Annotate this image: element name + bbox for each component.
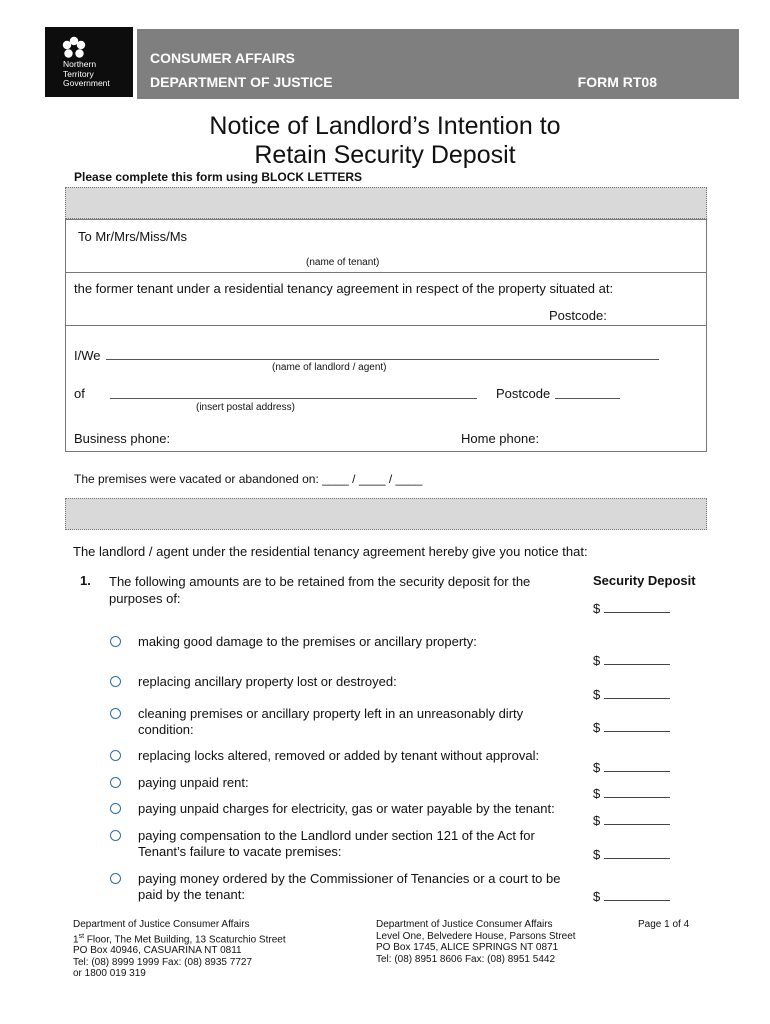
deduction-item-label: paying unpaid charges for electricity, gas or water payable by the tenant: bbox=[138, 801, 555, 816]
footer-alice-springs-office: Department of Justice Consumer Affairs Level One, Belvedere House, Parsons Street PO Box 1745, ALICE SPRINGS NT 0871 Tel: (08) 8951 8606 Fax: (08) 8951 5442 bbox=[376, 919, 576, 965]
instruction-text: Please complete this form using BLOCK LETTERS bbox=[74, 170, 363, 184]
nt-government-logo bbox=[45, 27, 133, 97]
landlord-name-field[interactable] bbox=[106, 359, 659, 360]
to-label: To Mr/Mrs/Miss/Ms bbox=[78, 229, 188, 244]
vacated-date-text[interactable]: The premises were vacated or abandoned on: ____ / ____ / ____ bbox=[74, 472, 423, 486]
former-tenant-text: the former tenant under a residential tenancy agreement in respect of the property situated at: bbox=[74, 281, 614, 296]
landlord-name-caption: (name of landlord / agent) bbox=[272, 362, 387, 373]
deduction-amount-field[interactable]: $ bbox=[593, 888, 670, 904]
item-radio[interactable] bbox=[110, 636, 121, 647]
deduction-item-label: paying unpaid rent: bbox=[138, 775, 249, 790]
postal-address-field[interactable] bbox=[110, 398, 477, 399]
deduction-amount-field[interactable]: $ bbox=[593, 652, 670, 668]
section1-text: The following amounts are to be retained from the security deposit for the purposes of: bbox=[109, 574, 531, 606]
deduction-item-label: replacing ancillary property lost or destroyed: bbox=[138, 674, 397, 689]
of-label: of bbox=[74, 386, 85, 401]
business-phone-label[interactable]: Business phone: bbox=[74, 431, 171, 446]
landlord-postcode-label: Postcode bbox=[496, 386, 551, 401]
deduction-amount-field[interactable]: $ bbox=[593, 686, 670, 702]
department-name: DEPARTMENT OF JUSTICE bbox=[150, 74, 333, 90]
deduction-amount-field[interactable]: $ bbox=[593, 785, 670, 801]
deduction-item-label: replacing locks altered, removed or added by tenant without approval: bbox=[138, 748, 540, 763]
section-header-bar-2 bbox=[65, 498, 707, 530]
landlord-box bbox=[65, 325, 707, 452]
item-radio[interactable] bbox=[110, 676, 121, 687]
security-deposit-heading: Security Deposit bbox=[593, 573, 696, 588]
deduction-amount-field[interactable]: $ bbox=[593, 812, 670, 828]
footer-darwin-office: Department of Justice Consumer Affairs 1st Floor, The Met Building, 13 Scaturchio Street PO Box 40946, CASUARINA NT 0811 Tel: (08) 8999 1999 Fax: (08) 8935 7727 or 1800 019 319 bbox=[73, 919, 286, 980]
page-number: Page 1 of 4 bbox=[638, 919, 690, 930]
item-radio[interactable] bbox=[110, 777, 121, 788]
deduction-item-label: paying money ordered by the Commissioner of Tenancies or a court to be paid by the tenant: bbox=[138, 871, 561, 902]
property-postcode-label: Postcode: bbox=[549, 308, 607, 323]
form-code: FORM RT08 bbox=[577, 74, 657, 90]
notice-intro: The landlord / agent under the residential tenancy agreement hereby give you notice that: bbox=[73, 544, 588, 559]
deduction-amount-field[interactable]: $ bbox=[593, 719, 670, 735]
deduction-amount-field[interactable]: $ bbox=[593, 759, 670, 775]
item-radio[interactable] bbox=[110, 708, 121, 719]
logo-text: Northern Territory Government bbox=[63, 59, 110, 88]
item-radio[interactable] bbox=[110, 750, 121, 761]
section-number: 1. bbox=[80, 573, 91, 588]
deduction-amount-field[interactable]: $ bbox=[593, 846, 670, 862]
deduction-item-label: making good damage to the premises or ancillary property: bbox=[138, 634, 477, 649]
item-radio[interactable] bbox=[110, 803, 121, 814]
item-radio[interactable] bbox=[110, 830, 121, 841]
form-title-line2: Retain Security Deposit bbox=[254, 141, 516, 169]
agency-name: CONSUMER AFFAIRS bbox=[150, 50, 295, 66]
iwe-label: I/We bbox=[74, 348, 101, 363]
item-radio[interactable] bbox=[110, 873, 121, 884]
deduction-item-label: paying compensation to the Landlord under section 121 of the Act for Tenant’s failure to vacate premises: bbox=[138, 828, 535, 859]
total-amount-field[interactable]: $ bbox=[593, 600, 670, 616]
address-caption: (insert postal address) bbox=[196, 402, 295, 413]
home-phone-label[interactable]: Home phone: bbox=[461, 431, 540, 446]
tenant-name-row[interactable] bbox=[66, 219, 706, 253]
section-header-bar bbox=[65, 187, 707, 219]
property-address-row[interactable] bbox=[66, 272, 706, 325]
tenant-box bbox=[65, 219, 707, 326]
landlord-postcode-field[interactable] bbox=[555, 398, 620, 399]
tenant-name-caption: (name of tenant) bbox=[306, 257, 380, 268]
deduction-item-label: cleaning premises or ancillary property left in an unreasonably dirty condition: bbox=[138, 706, 524, 737]
form-title-line1: Notice of Landlord’s Intention to bbox=[209, 112, 561, 140]
header-banner bbox=[137, 29, 739, 99]
